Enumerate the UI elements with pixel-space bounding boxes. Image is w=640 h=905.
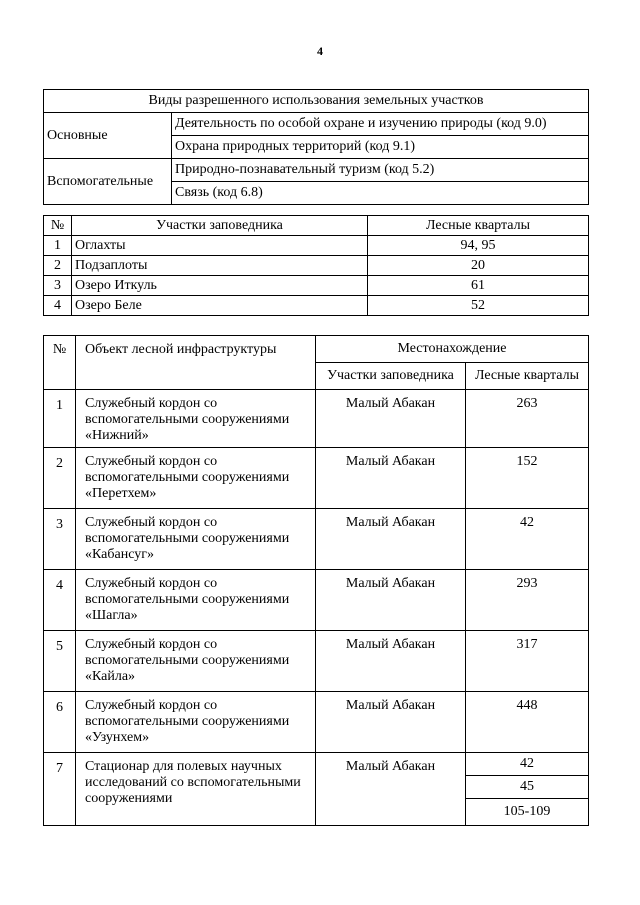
row-number: 4	[44, 570, 76, 631]
site-name: Оглахты	[72, 236, 368, 256]
column-header: Объект лесной инфраструктуры	[76, 336, 316, 390]
object-name: Служебный кордон со вспомогательными сооружениями «Шагла»	[76, 570, 316, 631]
column-header: Лесные кварталы	[466, 363, 589, 390]
forest-quarters: 263	[466, 390, 589, 448]
table-row	[44, 631, 589, 692]
sites-table	[43, 215, 589, 316]
column-header: Участки заповедника	[316, 363, 466, 390]
column-header: Местонахождение	[316, 336, 589, 363]
site-name: Малый Абакан	[316, 509, 466, 570]
table-row	[44, 296, 589, 316]
forest-quarters: 45	[466, 776, 589, 799]
site-name: Озеро Иткуль	[72, 276, 368, 296]
site-name: Озеро Беле	[72, 296, 368, 316]
land-use-item: Связь (код 6.8)	[172, 182, 589, 205]
site-name: Малый Абакан	[316, 631, 466, 692]
table-row	[44, 509, 589, 570]
land-use-item: Деятельность по особой охране и изучению природы (код 9.0)	[172, 113, 589, 136]
row-number: 1	[44, 390, 76, 448]
table-row	[44, 236, 589, 256]
object-name: Служебный кордон со вспомогательными сооружениями «Узунхем»	[76, 692, 316, 753]
site-name: Малый Абакан	[316, 448, 466, 509]
column-header: Участки заповедника	[72, 216, 368, 236]
column-header: №	[44, 336, 76, 390]
site-name: Малый Абакан	[316, 390, 466, 448]
forest-quarters: 42	[466, 509, 589, 570]
column-header: Лесные кварталы	[368, 216, 589, 236]
row-number: 5	[44, 631, 76, 692]
infrastructure-table	[43, 335, 589, 826]
site-name: Малый Абакан	[316, 692, 466, 753]
object-name: Служебный кордон со вспомогательными сооружениями «Нижний»	[76, 390, 316, 448]
land-use-table	[43, 89, 589, 205]
row-number: 1	[44, 236, 72, 256]
table-header-row	[44, 336, 589, 363]
object-name: Служебный кордон со вспомогательными сооружениями «Кабансуг»	[76, 509, 316, 570]
forest-quarters: 317	[466, 631, 589, 692]
table-row	[44, 256, 589, 276]
land-use-group-label: Основные	[44, 113, 172, 159]
table-row	[44, 692, 589, 753]
land-use-group-label: Вспомогательные	[44, 159, 172, 205]
table-header-row	[44, 216, 589, 236]
land-use-header: Виды разрешенного использования земельных участков	[44, 90, 589, 113]
forest-quarters: 448	[466, 692, 589, 753]
forest-quarters: 61	[368, 276, 589, 296]
forest-quarters: 105-109	[466, 799, 589, 826]
table-row	[44, 390, 589, 448]
object-name: Стационар для полевых научных исследований со вспомогательными сооружениями	[76, 753, 316, 826]
land-use-item: Природно-познавательный туризм (код 5.2)	[172, 159, 589, 182]
row-number: 3	[44, 276, 72, 296]
page-number: 4	[317, 44, 323, 58]
table-row	[44, 570, 589, 631]
forest-quarters: 20	[368, 256, 589, 276]
forest-quarters: 94, 95	[368, 236, 589, 256]
forest-quarters: 293	[466, 570, 589, 631]
site-name: Подзаплоты	[72, 256, 368, 276]
table-row	[44, 753, 589, 776]
row-number: 2	[44, 256, 72, 276]
forest-quarters: 52	[368, 296, 589, 316]
column-header: №	[44, 216, 72, 236]
object-name: Служебный кордон со вспомогательными сооружениями «Кайла»	[76, 631, 316, 692]
table-row	[44, 448, 589, 509]
row-number: 3	[44, 509, 76, 570]
table-row	[44, 276, 589, 296]
forest-quarters: 42	[466, 753, 589, 776]
row-number: 4	[44, 296, 72, 316]
row-number: 7	[44, 753, 76, 826]
site-name: Малый Абакан	[316, 570, 466, 631]
site-name: Малый Абакан	[316, 753, 466, 826]
forest-quarters: 152	[466, 448, 589, 509]
row-number: 6	[44, 692, 76, 753]
land-use-item: Охрана природных территорий (код 9.1)	[172, 136, 589, 159]
row-number: 2	[44, 448, 76, 509]
object-name: Служебный кордон со вспомогательными сооружениями «Перетхем»	[76, 448, 316, 509]
